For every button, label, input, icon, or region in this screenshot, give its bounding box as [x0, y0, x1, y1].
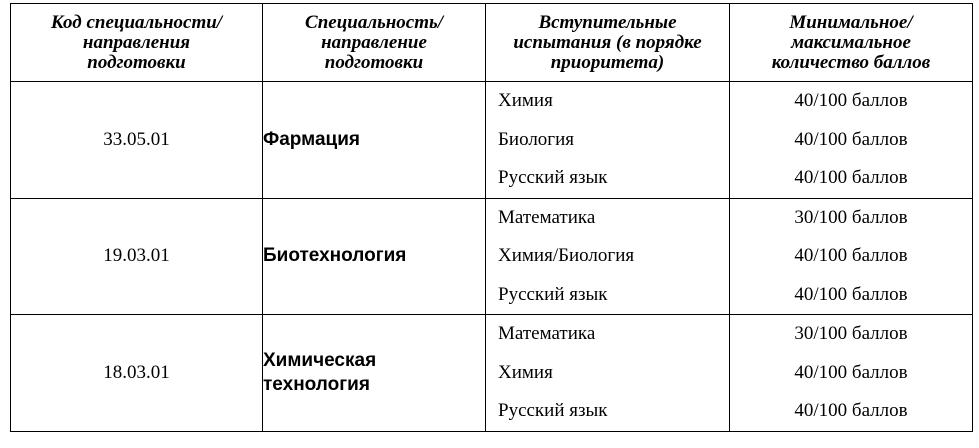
program-name: Фармация — [263, 82, 486, 199]
table-row — [11, 198, 973, 315]
score-item: 30/100 баллов — [794, 206, 908, 228]
exam-item: Биология — [498, 128, 575, 150]
exam-list — [486, 198, 730, 315]
score-item: 40/100 баллов — [794, 128, 908, 150]
program-name: Химическая технология — [263, 315, 486, 432]
exam-item: Математика — [498, 206, 596, 228]
score-item: 40/100 баллов — [794, 90, 908, 111]
admission-table — [10, 3, 973, 432]
exam-item: Русский язык — [498, 400, 608, 421]
exam-item: Математика — [498, 323, 596, 344]
score-item: 40/100 баллов — [794, 245, 908, 266]
score-item: 40/100 баллов — [794, 361, 908, 383]
score-item: 40/100 баллов — [794, 167, 908, 188]
header-specialty: Специальность/ направление подготовки — [263, 4, 486, 82]
score-list — [730, 82, 973, 199]
table-row — [11, 315, 973, 432]
exam-item: Химия — [498, 361, 553, 383]
program-code: 33.05.01 — [11, 82, 263, 199]
score-item: 40/100 баллов — [794, 283, 908, 305]
program-code: 19.03.01 — [11, 198, 263, 315]
exam-item: Русский язык — [498, 283, 608, 305]
exam-list — [486, 82, 730, 199]
header-exams: Вступительные испытания (в порядке приоритета) — [486, 4, 730, 82]
exam-item: Химия/Биология — [498, 245, 635, 266]
program-name: Биотехнология — [263, 198, 486, 315]
program-code: 18.03.01 — [11, 315, 263, 432]
table-row — [11, 82, 973, 199]
exam-item: Химия — [498, 90, 553, 111]
header-code: Код специальности/ направления подготовки — [11, 4, 263, 82]
score-list — [730, 198, 973, 315]
score-list — [730, 315, 973, 432]
score-item: 30/100 баллов — [794, 323, 908, 344]
score-item: 40/100 баллов — [794, 400, 908, 421]
header-row — [11, 4, 973, 82]
header-scores: Минимальное/ максимальное количество баллов — [730, 4, 973, 82]
exam-list — [486, 315, 730, 432]
exam-item: Русский язык — [498, 167, 608, 188]
